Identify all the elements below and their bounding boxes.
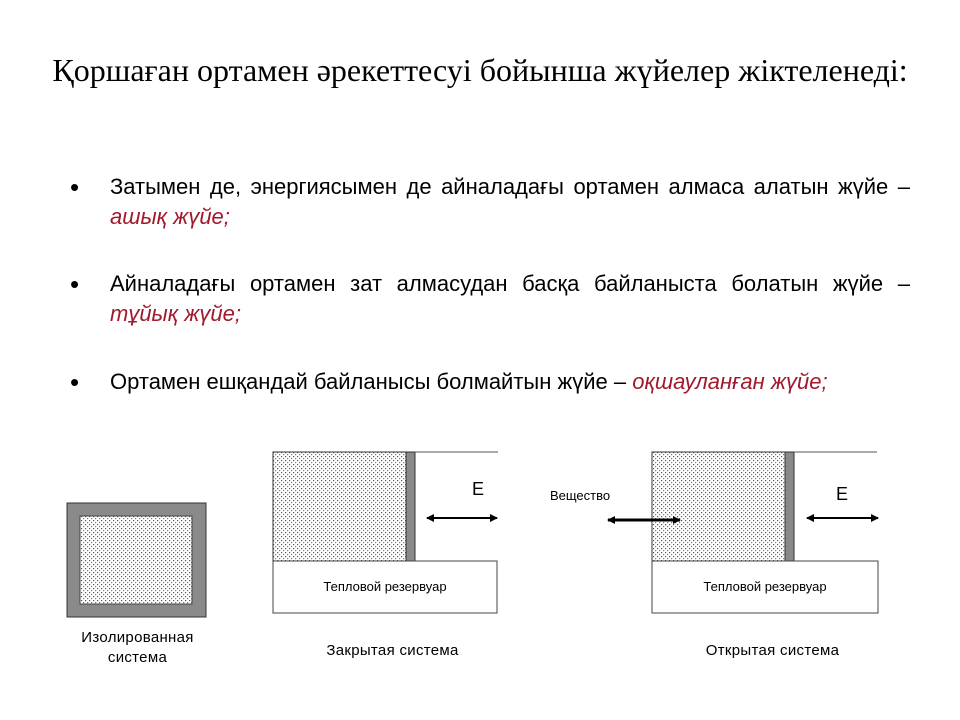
closed-caption: Закрытая система	[326, 642, 459, 659]
open-matter-label: Вещество	[549, 488, 611, 503]
bullet-item-open-system	[70, 172, 910, 232]
bullet-icon: •	[70, 269, 80, 299]
slide-title: Қоршаған ортамен әрекеттесуі бойынша жүйелер жіктеленеді:	[52, 52, 908, 88]
bullet-definition: Айналадағы ортамен зат алмасудан басқа байланыста болатын жүйе –	[110, 271, 910, 296]
isolated-body	[80, 516, 192, 604]
isolated-system	[67, 503, 206, 617]
system-diagram	[65, 448, 880, 720]
open-energy-label: E	[836, 484, 849, 504]
bullet-tail: ;	[223, 204, 230, 229]
bullet-term: тұйық жүйе	[110, 301, 235, 326]
bullet-definition: Ортамен ешқандай байланысы болмайтын жүйе –	[110, 369, 633, 394]
bullet-item-closed-system	[70, 269, 910, 329]
bullet-icon: •	[70, 367, 80, 397]
bullet-icon: •	[70, 172, 80, 202]
closed-body	[273, 452, 406, 561]
system-types-figure	[65, 448, 880, 720]
bullet-text	[110, 172, 910, 232]
bullet-item-isolated-system	[70, 367, 910, 397]
open-caption: Открытая система	[705, 642, 840, 659]
bullet-tail: ;	[821, 369, 828, 394]
bullet-tail: ;	[234, 301, 241, 326]
bullet-text	[110, 367, 910, 397]
bullet-term: оқшауланған жүйе	[632, 369, 822, 394]
bullet-definition: Затымен де, энергиясымен де айналадағы ортамен алмаса алатын жүйе –	[110, 174, 910, 199]
closed-wall	[406, 452, 415, 561]
open-reservoir-label: Тепловой резервуар	[703, 579, 827, 594]
isolated-caption	[65, 628, 210, 668]
isolated-caption-line2: система	[107, 649, 168, 666]
open-body	[652, 452, 785, 561]
bullet-text	[110, 269, 910, 329]
open-system	[550, 452, 878, 613]
bullet-term: ашық жүйе	[110, 204, 224, 229]
closed-energy-label: E	[472, 479, 485, 499]
open-wall	[785, 452, 794, 561]
closed-reservoir-label: Тепловой резервуар	[323, 579, 447, 594]
isolated-caption-line1: Изолированная	[81, 629, 194, 646]
closed-system	[273, 452, 498, 613]
